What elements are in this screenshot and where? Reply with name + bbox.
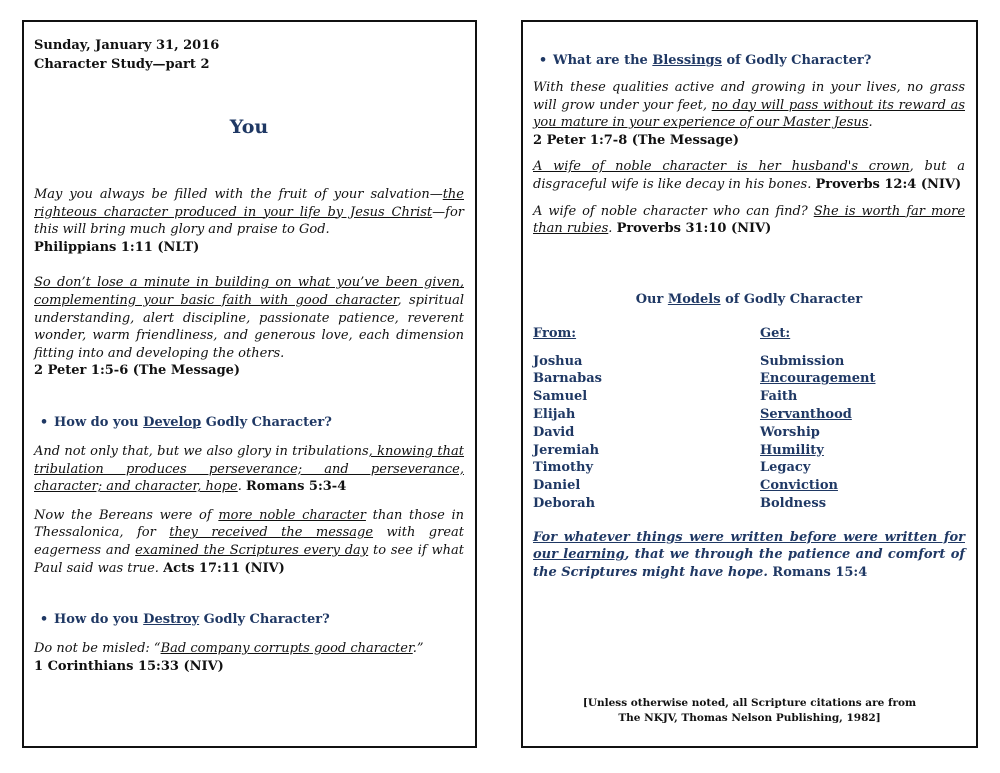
scripture-reference: Romans 15:4: [772, 564, 868, 580]
left-panel: [22, 20, 477, 748]
proverbs-12-passage: A wife of noble character is her husband's crown, but a disgraceful wife is like decay in his bones. Proverbs 12:4 (NIV): [533, 159, 965, 192]
get-column: [760, 325, 876, 513]
scripture-reference: Acts 17:11 (NIV): [163, 560, 285, 576]
bullet-icon: •: [538, 53, 548, 68]
scripture-reference: 2 Peter 1:7-8 (The Message): [533, 132, 740, 148]
peter-blessing-passage: With these qualities active and growing in your lives, no grass will grow under your feet, no day will pass without its reward as you mature in your experience of our Master Jesus. 2 Peter 1:7-8 (The Message): [533, 80, 965, 148]
get-label: Get:: [760, 325, 791, 341]
model-trait: Servanthood: [760, 406, 852, 422]
scripture-reference: 1 Corinthians 15:33 (NIV): [34, 658, 224, 674]
destroy-heading: • How do you Destroy Godly Character?: [34, 611, 464, 629]
model-name: Joshua: [533, 353, 583, 369]
model-trait: Boldness: [760, 495, 827, 511]
romans-15-passage: For whatever things were written before were written for our learning, that we through the patience and comfort of the Scriptures might have hope. Romans 15:4: [533, 529, 965, 580]
models-table: [533, 325, 965, 513]
scripture-reference: Romans 5:3-4: [245, 479, 347, 495]
model-name: Barnabas: [533, 371, 602, 387]
acts-passage: Now the Bereans were of more noble character than those in Thessalonica, for they received the message with great eagerness and examined the Scriptures every day to see if what Paul said was true. Acts 17:11 (NIV): [34, 507, 464, 576]
model-name: Deborah: [533, 495, 596, 511]
philippians-passage: May you always be filled with the fruit of your salvation—the righteous character produced in your life by Jesus Christ—for this will bring much glory and praise to God. Philippians 1:11 (NLT): [34, 187, 464, 255]
scripture-reference: Philippians 1:11 (NLT): [34, 239, 200, 255]
develop-heading: • How do you Develop Godly Character?: [34, 414, 464, 432]
models-title: Our Models of Godly Character: [635, 291, 863, 307]
bullet-icon: •: [39, 414, 49, 430]
model-name: Samuel: [533, 389, 588, 405]
model-trait: Faith: [760, 389, 798, 405]
from-label: From:: [533, 325, 577, 341]
peter-passage: So don’t lose a minute in building on what you’ve been given, complementing your basic faith with good character, spiritual understanding, alert discipline, passionate patience, reverent wonder, warm friendliness, and generous love, each dimension fitting into and developing the others. 2 Peter 1:5-6 (The Message): [34, 275, 464, 379]
model-name: Elijah: [533, 406, 576, 422]
right-panel: [521, 20, 978, 748]
blessings-heading: • What are the Blessings of Godly Character?: [533, 52, 965, 70]
citation-footnote: [Unless otherwise noted, all Scripture citations are from The NKJV, Thomas Nelson Publishing, 1982]: [582, 697, 917, 724]
model-trait: Conviction: [760, 478, 838, 494]
model-name: David: [533, 424, 575, 440]
study-subtitle: Character Study—part 2: [34, 57, 210, 72]
corinthians-passage: Do not be misled: “Bad company corrupts good character.” 1 Corinthians 15:33 (NIV): [34, 641, 424, 674]
page-title: You: [229, 116, 269, 138]
scripture-reference: Proverbs 31:10 (NIV): [616, 221, 772, 237]
scripture-reference: 2 Peter 1:5-6 (The Message): [34, 363, 241, 379]
model-name: Jeremiah: [533, 442, 600, 458]
model-trait: Worship: [760, 424, 820, 440]
model-name: Daniel: [533, 478, 581, 494]
model-trait: Humility: [760, 442, 824, 458]
model-trait: Submission: [760, 353, 845, 369]
date-line: Sunday, January 31, 2016: [34, 38, 220, 53]
model-trait: Encouragement: [760, 371, 876, 387]
proverbs-31-passage: A wife of noble character who can find? She is worth far more than rubies. Proverbs 31:10 (NIV): [533, 203, 966, 237]
scripture-reference: Proverbs 12:4 (NIV): [815, 176, 962, 192]
from-column: [533, 325, 760, 513]
bullet-icon: •: [39, 612, 49, 628]
model-name: Timothy: [533, 460, 594, 476]
model-trait: Legacy: [760, 460, 811, 476]
romans-passage: And not only that, but we also glory in tribulations, knowing that tribulation produces perseverance; and perseverance, character; and character, hope. Romans 5:3-4: [34, 443, 465, 495]
